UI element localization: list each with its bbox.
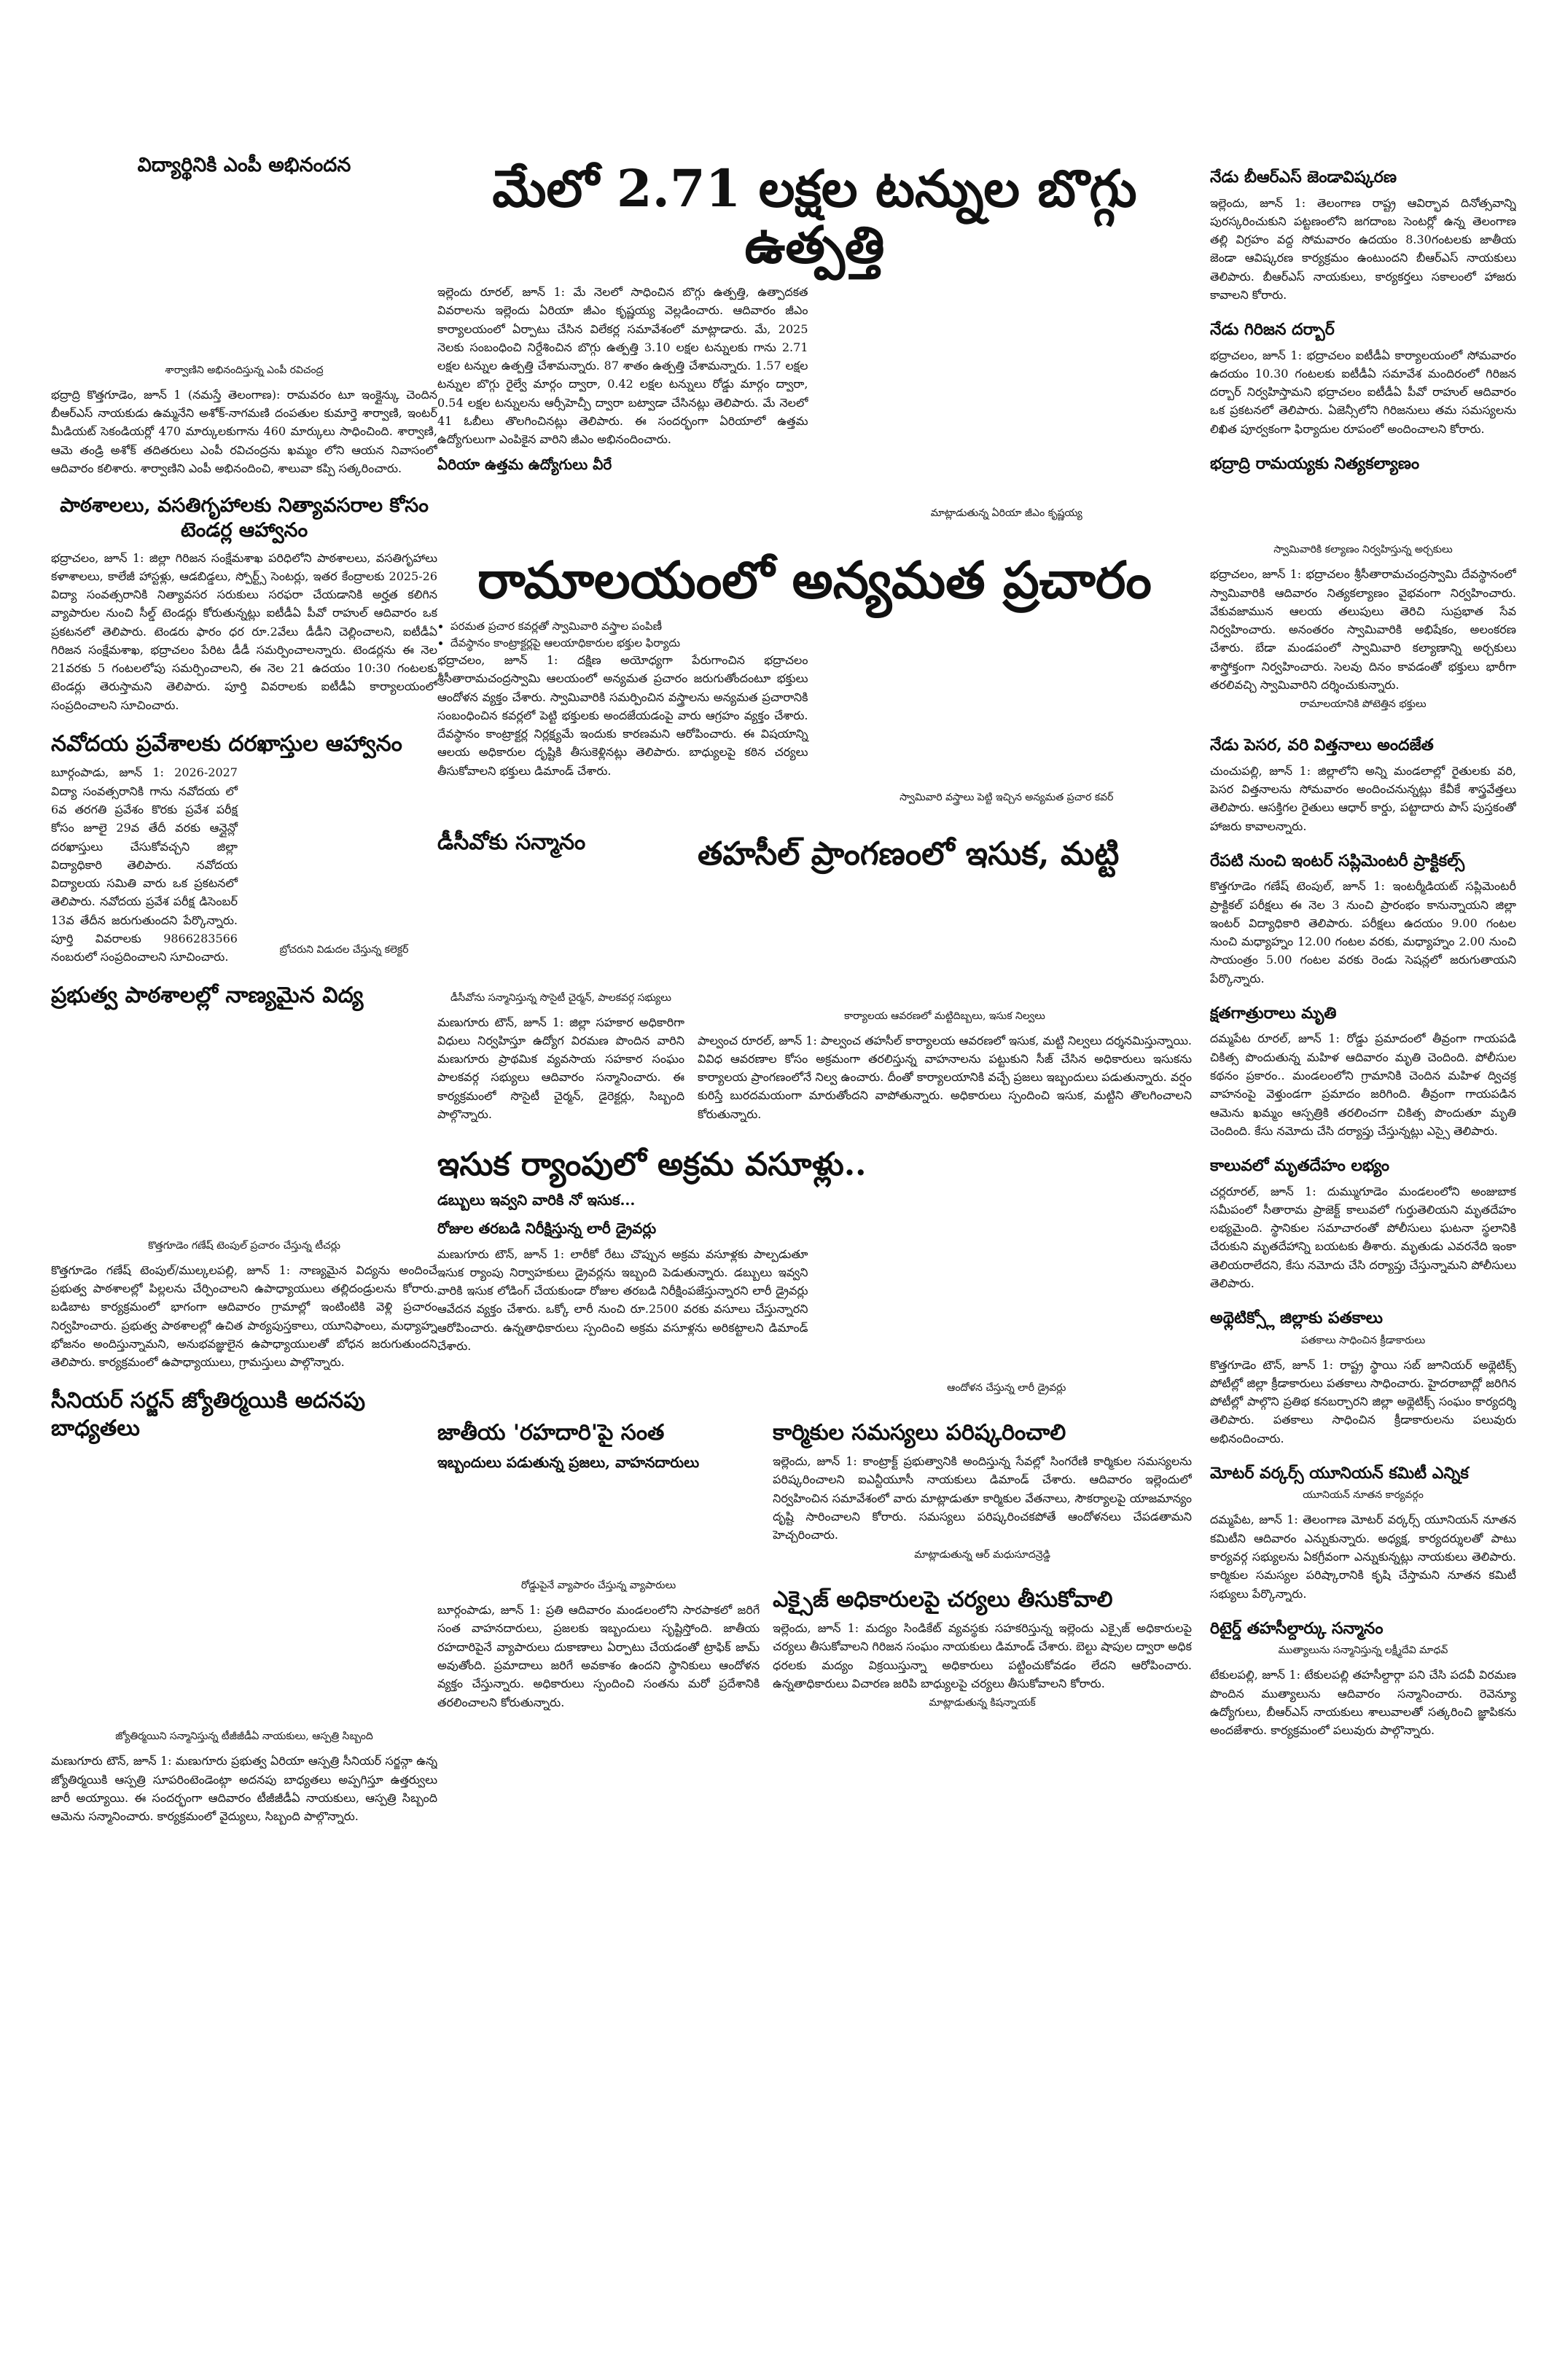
story-headline: పాఠశాలలు, వసతిగృహాలకు నిత్యావసరాల కోసం టెండర్ల ఆహ్వానం [60, 494, 429, 542]
story-navodaya [51, 730, 437, 966]
photo-caption: మాట్లాడుతున్న ఆర్ మధుసూదన్రెడ్డి [914, 1548, 1050, 1561]
story-dco [437, 829, 684, 1123]
photo [51, 1448, 437, 1726]
photo-caption: పతకాలు సాధించిన క్రీడాకారులు [1300, 1334, 1426, 1346]
photo [822, 283, 1193, 503]
story-mp-congrats [51, 153, 437, 477]
story-body: మణుగూరు టౌన్, జూన్ 1: మణుగూరు ప్రభుత్వ ఏరియా ఆస్పత్రి సీనియర్ సర్జన్గా ఉన్న జ్యోతిర్మయికి ఆస్పత్రి సూపరింటెండెంట్గా అదనపు బాధ్యతలు అప్పగిస్తూ ఉత్తర్వులు జారీ అయ్యాయి. ఈ సందర్భంగా ఆదివారం టీజీజీడీఏ నాయకులు, ఆస్పత్రి సిబ్బంది ఆమెను సన్మానించారు. కార్యక్రమంలో వైద్యులు, సిబ్బంది పాల్గొన్నారు. [51, 1754, 437, 1824]
story-body: కొత్తగూడెం గణేష్ టెంపుల్/ముల్కలపల్లి, జూన్ 1: నాణ్యమైన విద్యను అందించే ప్రభుత్వ పాఠశాలల్లో పిల్లలను చేర్పించాలని ఉపాధ్యాయులు తల్లిదండ్రులను కోరారు. బడిబాట కార్యక్రమంలో భాగంగా ఆదివారం గ్రామాల్లో ఇంటింటికి వెళ్లి ప్రచారం నిర్వహించారు. ప్రభుత్వ పాఠశాలల్లో ఉచిత పాఠ్యపుస్తకాలు, యూనిఫాంలు, మధ్యాహ్న భోజనం అందిస్తున్నామని, అనుభవజ్ఞులైన ఉపాధ్యాయులతో బోధన జరుగుతుందని తెలిపారు. కార్యక్రమంలో ఉపాధ్యాయులు, గ్రామస్తులు పాల్గొన్నారు. [51, 1263, 437, 1370]
photo-caption: శార్వాణిని అభినందిస్తున్న ఎంపీ రవిచంద్ర [165, 364, 324, 376]
story-inter-practicals [1210, 851, 1516, 988]
bullet: • దేవస్థానం కాంట్రాక్టర్లపై ఆలయాధికారుల భక్తుల ఫిర్యాదు [450, 635, 808, 652]
story-headline: జాతీయ 'రహదారి'పై సంత [437, 1419, 665, 1445]
center-bottom-row [437, 1419, 1192, 1734]
photo [251, 763, 437, 940]
photo-caption: జ్యోతిర్మయిని సన్మానిస్తున్న టీజీజీడీఏ నాయకులు, ఆస్పత్రి సిబ్బంది [115, 1731, 373, 1743]
center-row [437, 829, 1192, 1139]
story-excise [773, 1586, 1192, 1719]
photo [822, 618, 1193, 787]
story-headline: నేడు పెసర, వరి విత్తనాలు అందజేత [1210, 736, 1434, 755]
story-body: ఇల్లెందు, జూన్ 1: మద్యం సిండికేట్ వ్యవస్థకు సహకరిస్తున్న ఇల్లెందు ఎక్సైజ్ అధికారులపై చర్యలు తీసుకోవాలని గిరిజన సంఘం నాయకులు డిమాండ్ చేశారు. బెల్టు షాపుల ద్వారా అధిక ధరలకు మద్యం విక్రయిస్తున్నా అధికారులు పట్టించుకోవడం లేదని ఆరోపించారు. ఉన్నతాధికారులు విచారణ జరిపి బాధ్యులపై చర్యలు తీసుకోవాలని కోరారు. [773, 1621, 1192, 1690]
story-tenders [51, 493, 437, 714]
story-body: దమ్మపేట, జూన్ 1: తెలంగాణ మోటర్ వర్కర్స్ యూనియన్ నూతన కమిటీని ఆదివారం ఎన్నుకున్నారు. అధ్యక్ష, కార్యదర్శులతో పాటు కార్యవర్గ సభ్యులను ఏకగ్రీవంగా ఎన్నుకున్నట్లు నాయకులు తెలిపారు. కార్మికుల సమస్యల పరిష్కారానికి కృషి చేస్తామని నూతన కమిటీ సభ్యులు పేర్కొన్నారు. [1210, 1513, 1516, 1601]
story-headline: క్షతగాత్రురాలు మృతి [1210, 1003, 1337, 1023]
story-body: ఇల్లెందు రూరల్, జూన్ 1: మే నెలలో సాధించిన బొగ్గు ఉత్పత్తి, ఉత్పాదకత వివరాలను ఇల్లెందు ఏరియా జీఎం కృష్ణయ్య వెల్లడించారు. ఆదివారం జీఎం కార్యాలయంలో ఏర్పాటు చేసిన విలేకర్ల సమావేశంలో మాట్లాడారు. మే, 2025 నెలకు సంబంధించి నిర్దేశించిన బొగ్గు ఉత్పత్తి 3.10 లక్షల టన్నులకు గాను 2.71 లక్షల టన్నుల ఉత్పత్తి చేశామన్నారు. 87 శాతం ఉత్పత్తి చేశామన్నారు. 1.57 లక్షల టన్నుల బొగ్గు రైల్వే మార్గం ద్వారా, 0.42 లక్షల టన్నులు రోడ్డు మార్గం ద్వారా, 0.54 లక్షల టన్నులను ఆర్సీహెచ్పీ ద్వారా బట్వాడా చేసినట్లు తెలిపారు. మే నెలలో 41 ఓబీలు తొలగించినట్లు తెలిపారు. ఈ సందర్భంగా ఏరియాలో ఉత్తమ ఉద్యోగులుగా ఎంపికైన వారిని జీఎం అభినందించారు. [437, 285, 808, 447]
bullet: • పరమత ప్రచార కవర్లతో స్వామివారి వస్త్రాల పంపిణీ [450, 618, 808, 635]
story-headline: రామాలయంలో అన్యమత ప్రచారం [477, 550, 1152, 610]
story-body: భద్రాచలం, జూన్ 1: భద్రాచలం శ్రీసీతారామచంద్రస్వామి దేవస్థానంలో స్వామివారికి ఆదివారం నిత్యకల్యాణం వైభవంగా నిర్వహించారు. వేకువజామున ఆలయ తలుపులు తెరిచి సుప్రభాత సేవ నిర్వహించారు. అనంతరం స్వామివారికి అభిషేకం, అలంకరణ చేశారు. బేడా మండపంలో స్వామివారి కల్యాణాన్ని అర్చకులు శాస్త్రోక్తంగా నిర్వహించారు. సెలవు దినం కావడంతో భక్తులు భారీగా తరలివచ్చి స్వామివారిని దర్శించుకున్నారు. [1210, 567, 1516, 692]
story-headline: సీనియర్ సర్జన్ జ్యోతిర్మయికి అదనపు బాధ్యతలు [51, 1388, 366, 1441]
photo-caption: మాట్లాడుతున్న ఏరియా జీఎం కృష్ణయ్య [930, 507, 1082, 519]
story-body: మణుగూరు టౌన్, జూన్ 1: లారీకో రేటు చొప్పున అక్రమ వసూళ్లకు పాల్పడుతూ ఇసుక ర్యాంపు నిర్వాహకులు డ్రైవర్లను ఇబ్బంది పెడుతున్నారు. డబ్బులు ఇవ్వని వారికి ఇసుక లోడింగ్ చేయకుండా రోజుల తరబడి నిరీక్షింపజేస్తున్నారని లారీ డ్రైవర్లు ఆవేదన వ్యక్తం చేశారు. ఒక్కో లారీ నుంచి రూ.2500 వరకు వసూలు చేస్తున్నారని ఆరోపించారు. ఉన్నతాధికారులు స్పందించి అక్రమ వసూళ్లను అరికట్టాలని డిమాండ్ చేశారు. [437, 1246, 808, 1354]
story-body: దమ్మపేట రూరల్, జూన్ 1: రోడ్డు ప్రమాదంలో తీవ్రంగా గాయపడి చికిత్స పొందుతున్న మహిళ ఆదివారం మృతి చెందింది. పోలీసుల కథనం ప్రకారం.. మండలంలోని గ్రామానికి చెందిన మహిళ ద్విచక్ర వాహనంపై వెళ్తుండగా ప్రమాదం జరిగింది. తీవ్రంగా గాయపడిన ఆమెను ఖమ్మం ఆస్పత్రికి తరలించగా చికిత్స పొందుతూ మృతి చెందింది. కేసు నమోదు చేసి దర్యాప్తు చేస్తున్నట్లు ఎస్సై తెలిపారు. [1210, 1031, 1516, 1138]
story-subhead: ఇబ్బందులు పడుతున్న ప్రజలు, వాహనదారులు [437, 1454, 700, 1472]
story-body: మణుగూరు టౌన్, జూన్ 1: జిల్లా సహకార అధికారిగా విధులు నిర్వహిస్తూ ఉద్యోగ విరమణ పొందిన వారిని మణుగూరు ప్రాథమిక వ్యవసాయ సహకార సంఘం పాలకవర్గ సభ్యులు ఆదివారం సన్మానించారు. ఈ కార్యక్రమంలో సొసైటీ చైర్మన్, డైరెక్టర్లు, సిబ్బంది పాల్గొన్నారు. [437, 1015, 684, 1121]
story-body: కొత్తగూడెం గణేష్ టెంపుల్, జూన్ 1: ఇంటర్మీడియట్ సప్లిమెంటరీ ప్రాక్టికల్ పరీక్షలు ఈ నెల 3 నుంచి ప్రారంభం కానున్నాయని జిల్లా ఇంటర్ విద్యాధికారి తెలిపారు. పరీక్షలు ఉదయం 9.00 గంటల నుంచి మధ్యాహ్నం 12.00 గంటల వరకు, మధ్యాహ్నం 2.00 నుంచి సాయంత్రం 5.00 గంటల వరకు రెండు సెషన్లలో జరుగుతాయని పేర్కొన్నారు. [1210, 879, 1516, 986]
story-headline: భద్రాద్రి రామయ్యకు నిత్యకల్యాణం [1210, 453, 1420, 473]
story-body: పాల్వంచ రూరల్, జూన్ 1: పాల్వంచ తహసీల్ కార్యాలయ ఆవరణలో ఇసుక, మట్టి నిల్వలు దర్శనమిస్తున్నాయి. వివిధ ఆవరణాల కోసం అక్రమంగా తరలిస్తున్న వాహనాలను పట్టుకుని సీజ్ చేసిన అధికారులు ఇసుకను కార్యాలయ ప్రాంగణంలోనే నిల్వ ఉంచారు. దీంతో కార్యాలయానికి వచ్చే ప్రజలు ఇబ్బందులు పడుతున్నారు. వర్షం కురిస్తే బురదమయంగా మారుతోందని వాపోతున్నారు. అధికారులు స్పందించి ఇసుక, మట్టిని తొలగించాలని కోరుతున్నారు. [698, 1033, 1192, 1121]
story-body: భద్రాచలం, జూన్ 1: దక్షిణ అయోధ్యగా పేరుగాంచిన భద్రాచలం శ్రీసీతారామచంద్రస్వామి ఆలయంలో అన్యమత ప్రచారం జరుగుతోందంటూ భక్తులు ఆందోళన వ్యక్తం చేశారు. స్వామివారికి సమర్పించిన వస్త్రాలను అన్యమత ప్రచారానికి సంబంధించిన కవర్లలో పెట్టి భక్తులకు అందజేయడంపై వారు ఆగ్రహం వ్యక్తం చేశారు. దేవస్థానం కాంట్రాక్టర్ల నిర్లక్ష్యమే ఇందుకు కారణమని ఆరోపించారు. ఈ విషయాన్ని ఆలయ అధికారుల దృష్టికి తీసుకెళ్లినట్లు తెలిపారు. బాధ్యులపై కఠిన చర్యలు తీసుకోవాలని భక్తులు డిమాండ్ చేశారు. [437, 653, 808, 778]
story-headline: తహసీల్ ప్రాంగణంలో ఇసుక, మట్టి [698, 835, 1120, 873]
story-body: చర్లరూరల్, జూన్ 1: దుమ్ముగూడెం మండలంలోని అంజుబాక సమీపంలో సీతారామ ప్రాజెక్ట్ కాలువలో గుర్తుతెలియని మృతదేహం లభ్యమైంది. స్థానికుల సమాచారంతో పోలీసులు ఘటనా స్థలానికి చేరుకుని మృతదేహాన్ని బయటకు తీశారు. మృతుడు ఎవరనేది ఇంకా తెలియరాలేదని, కేసు నమోదు చేసి దర్యాప్తు చేస్తున్నామని పోలీసులు తెలిపారు. [1210, 1184, 1516, 1290]
right-column [1210, 44, 1516, 1755]
story-headline: నవోదయ ప్రవేశాలకు దరఖాస్తుల ఆహ్వానం [51, 730, 402, 757]
photo-caption: కొత్తగూడెం గణేష్ టెంపుల్ ప్రచారం చేస్తున్న టీచర్లు [148, 1239, 340, 1252]
photo-caption: స్వామివారి వస్త్రాలు పెట్టి ఇచ్చిన అన్యమత ప్రచార కవర్ [900, 792, 1114, 803]
story-headline: ప్రభుత్వ పాఠశాలల్లో నాణ్యమైన విద్య [51, 983, 364, 1009]
story-body: చుంచుపల్లి, జూన్ 1: జిల్లాలోని అన్ని మండలాల్లో రైతులకు వరి, పెసర విత్తనాలను సోమవారం అందించనున్నట్లు కేవీకే శాస్త్రవేత్తలు తెలిపారు. ఆసక్తిగల రైతులు ఆధార్ కార్డు, పట్టాదారు పాస్ పుస్తకంతో హాజరు కావాలన్నారు. [1210, 763, 1516, 833]
story-body: కొత్తగూడెం టౌన్, జూన్ 1: రాష్ట్ర స్థాయి సబ్ జూనియర్ అథ్లెటిక్స్ పోటీల్లో జిల్లా క్రీడాకారులు పతకాలు సాధించారు. హైదరాబాద్లో జరిగిన పోటీల్లో పాల్గొని ప్రతిభ కనబర్చారని జిల్లా అథ్లెటిక్స్ సంఘం కార్యదర్శి తెలిపారు. పతకాలు సాధించిన క్రీడాకారులను పలువురు అభినందించారు. [1210, 1357, 1516, 1445]
story-body: భద్రాద్రి కొత్తగూడెం, జూన్ 1 (నమస్తే తెలంగాణ): రామవరం టూ ఇంక్లైన్కు చెందిన బీఆర్ఎస్ నాయకుడు ఉమ్మనేని అశోక్-నాగమణి దంపతుల కుమార్తె శార్వాణి, ఇంటర్ మీడియట్ సెకండియర్లో 470 మార్కులకుగాను 460 మార్కులు సాధించింది. శార్వాణి, ఆమె తండ్రి అశోక్ తదితరులు ఎంపీ రవిచంద్రను ఖమ్మం లోని ఆయన నివాసంలో ఆదివారం కలిశారు. శార్వాణిని ఎంపీ అభినందించి, శాలువా కప్పి సత్కరించారు. [51, 387, 437, 475]
center-column [437, 44, 1192, 1734]
story-headline: నేడు బీఆర్ఎస్ జెండావిష్కరణ [1210, 168, 1397, 187]
story-subhead: డబ్బులు ఇవ్వని వారికి నో ఇసుక... [437, 1190, 636, 1209]
photo-caption: డీసీవోను సన్మానిస్తున్న సొసైటీ చైర్మన్, పాలకవర్గ సభ్యులు [450, 991, 671, 1004]
story-headline: కార్మికుల సమస్యలు పరిష్కరించాలి [773, 1419, 1066, 1445]
photo [51, 184, 437, 360]
story-injured-death [1210, 1004, 1516, 1140]
story-rahadari [437, 1419, 760, 1718]
lead-headline: మేలో 2.71 లక్షల టన్నుల బొగ్గు ఉత్పత్తి [492, 158, 1137, 275]
story-headline: విద్యార్థినికి ఎంపీ అభినందన [137, 154, 351, 176]
photo-caption: రోడ్డుపైనే వ్యాపారం చేస్తున్న వ్యాపారులు [520, 1580, 676, 1592]
story-karmikulu [773, 1419, 1192, 1570]
photo-caption: ఆందోళన చేస్తున్న లారీ డ్రైవర్లు [947, 1381, 1066, 1394]
story-coal-production [437, 44, 1192, 528]
photo [437, 1479, 760, 1575]
story-govt-schools [51, 982, 437, 1371]
story-subhead: ఏరియా ఉత్తమ ఉద్యోగులు వీరే [437, 456, 612, 474]
story-headline: నేడు గిరిజన దర్బార్ [1210, 320, 1335, 340]
story-headline: డీసీవోకు సన్మానం [437, 830, 586, 855]
story-bullets [437, 618, 808, 651]
story-nityakalyanam [1210, 454, 1516, 719]
center-bottom-right [773, 1419, 1192, 1734]
story-isuka [698, 829, 1192, 1123]
story-body: టేకులపల్లి, జూన్ 1: టేకులపల్లి తహసీల్దార్గా పని చేసి పదవీ విరమణ పొందిన ముత్యాలును ఆదివారం సన్మానించారు. రెవెన్యూ ఉద్యోగులు, బీఆర్ఎస్ నాయకులు శాలువాలతో సత్కరించి జ్ఞాపికను అందజేశారు. కార్యక్రమంలో పలువురు పాల్గొన్నారు. [1210, 1668, 1516, 1738]
story-headline: ఇసుక ర్యాంపులో అక్రమ వసూళ్లు.. [437, 1146, 867, 1184]
story-body: ఇల్లెందు, జూన్ 1: కాంట్రాక్ట్ ప్రభుత్వానికి అందిస్తున్న సేవల్లో సింగరేణి కార్మికుల సమస్యలను పరిష్కరించాలని ఐఎన్టీయూసీ నాయకులు డిమాండ్ చేశారు. ఆదివారం ఇల్లెందులో నిర్వహించిన సమావేశంలో వారు మాట్లాడుతూ కార్మికుల వేతనాలు, సౌకర్యాలపై యాజమాన్యం దృష్టి సారించాలని కోరారు. సమస్యలు పరిష్కరించకపోతే ఆందోళనలు చేపడతామని హెచ్చరించారు. [773, 1454, 1192, 1542]
story-sand-ramp [437, 1139, 1192, 1403]
photo-caption: యూనియన్ నూతన కార్యవర్గం [1303, 1489, 1424, 1502]
story-headline: అథ్లెటిక్స్లో జిల్లాకు పతకాలు [1210, 1308, 1384, 1328]
story-retired-tahsildar [1210, 1619, 1516, 1740]
story-body: భద్రాచలం, జూన్ 1: భద్రాచలం ఐటీడీఏ కార్యాలయంలో సోమవారం ఉదయం 10.30 గంటలకు ఐటీడీఏ సమావేశ మందిరంలో గిరిజన దర్బార్ నిర్వహిస్తామని భద్రాచలం ఐటీడీఏ పీవో రాహుల్ ఆదివారం ఒక ప్రకటనలో తెలిపారు. ఏజెన్సీలోని గిరిజనులు తమ సమస్యలను లిఖిత పూర్వకంగా ఫిర్యాదుల రూపంలో అందించాలని కోరారు. [1210, 348, 1516, 436]
story-body: బూర్గంపాడు, జూన్ 1: 2026-2027 విద్యా సంవత్సరానికి గాను నవోదయ లో 6వ తరగతి ప్రవేశం కొరకు ప్రవేశ పరీక్ష కోసం జూలై 29వ తేదీ వరకు ఆన్లైన్లో దరఖాస్తులు చేసుకోవచ్చని జిల్లా విద్యాధికారి తెలిపారు. నవోదయ విద్యాలయ సమితి వారు ఒక ప్రకటనలో తెలిపారు. నవోదయ ప్రవేశ పరీక్ష డిసెంబర్ 13వ తేదీన జరుగుతుందని పేర్కొన్నారు. పూర్తి వివరాలకు 9866283566 నంబరులో సంప్రదించాలని సూచించారు. [51, 765, 238, 964]
story-seeds [1210, 736, 1516, 835]
story-subhead: రోజుల తరబడి నిరీక్షిస్తున్న లారీ డ్రైవర్లు [437, 1219, 657, 1237]
story-senior-surgeon [51, 1387, 437, 1825]
story-headline: మోటర్ వర్కర్స్ యూనియన్ కమిటీ ఎన్నిక [1210, 1463, 1469, 1483]
story-canal-body [1210, 1156, 1516, 1292]
story-body: ఇల్లెందు, జూన్ 1: తెలంగాణ రాష్ట్ర ఆవిర్భావ దినోత్సవాన్ని పురస్కరించుకుని పట్టణంలోని జగదాంబ సెంటర్లో ఉన్న తెలంగాణ తల్లి విగ్రహం వద్ద సోమవారం ఉదయం 8.30గంటలకు జాతీయ జెండా ఆవిష్కరణ కార్యక్రమం ఉంటుందని బీఆర్ఎస్ నాయకులు తెలిపారు. బీఆర్ఎస్ నాయకులు, కార్యకర్తలు సకాలంలో హాజరు కావాలని కోరారు. [1210, 195, 1516, 302]
photo-caption: బ్రోచరుని విడుదల చేస్తున్న కలెక్టర్ [279, 944, 409, 956]
story-headline: కాలువలో మృతదేహం లభ్యం [1210, 1156, 1389, 1176]
photo [822, 1245, 1193, 1378]
photo-caption: మాట్లాడుతున్న కిషన్నాయక్ [929, 1697, 1036, 1709]
story-brs-flag [1210, 168, 1516, 304]
photo-caption: రామాలయానికి పోటెత్తిన భక్తులు [1300, 698, 1427, 711]
photo-caption: స్వామివారికి కల్యాణం నిర్వహిస్తున్న అర్చకులు [1273, 544, 1453, 556]
left-column [51, 44, 437, 1842]
photo-caption: ముత్యాలును సన్మానిస్తున్న లక్ష్మీదేవి మాధవ్ [1278, 1644, 1448, 1657]
story-girijana-darbar [1210, 320, 1516, 438]
story-body: బూర్గంపాడు, జూన్ 1: ప్రతి ఆదివారం మండలంలోని సారపాకలో జరిగే సంత వాహనదారులు, ప్రజలకు ఇబ్బందులు సృష్టిస్తోంది. జాతీయ రహదారిపైనే వ్యాపారులు దుకాణాలు ఏర్పాటు చేయడంతో ట్రాఫిక్ జామ్ అవుతోంది. ప్రమాదాలు జరిగే అవకాశం ఉందని స్థానికులు ఆందోళన వ్యక్తం చేస్తున్నారు. అధికారులు స్పందించి సంతను మరో ప్రదేశానికి తరలించాలని కోరుతున్నారు. [437, 1603, 760, 1709]
story-body: భద్రాచలం, జూన్ 1: జిల్లా గిరిజన సంక్షేమశాఖ పరిధిలోని పాఠశాలలు, వసతిగృహాలు కళాశాలలు, కాలేజీ హాస్టళ్లు, ఆడబిడ్డలు, స్పోర్ట్స్ సెంటర్లు, ఇతర కేంద్రాలకు 2025-26 విద్యా సంవత్సరానికి నిత్యావసర సరుకులు సరఫరా చేయడానికి అర్హత కలిగిన వ్యాపారుల నుంచి సీల్డ్ టెండర్లు కోరుతున్నట్లు ఐటీడీఏ పీవో రాహుల్ ఆదివారం ఒక ప్రకటనలో తెలిపారు. టెండరు ఫారం ధర రూ.2వేలు డీడీని చెల్లించాలని, ఐటీడీఏ గిరిజన సంక్షేమశాఖ, భద్రాచలం పేరిట డీడీ సమర్పించాలన్నారు. టెండర్లను ఈ నెల 21వరకు 5 గంటలలోపు సమర్పించాలని, ఈ నెల 21 ఉదయం 10:30 గంటలకు టెండర్లు తెరుస్తామని తెలిపారు. పూర్తి వివరాలకు ఐటీడీఏ కార్యాలయంలో సంప్రదించాలని సూచించారు. [51, 550, 437, 712]
story-headline: ఎక్సైజ్ అధికారులపై చర్యలు తీసుకోవాలి [773, 1586, 1113, 1612]
story-motor-workers [1210, 1464, 1516, 1603]
photo [1210, 480, 1516, 539]
story-headline: రిటైర్డ్ తహసీల్దార్కు సన్మానం [1210, 1618, 1384, 1638]
photo [51, 1015, 437, 1236]
story-headline: రేపటి నుంచి ఇంటర్ సప్లిమెంటరీ ప్రాక్టికల్స్ [1210, 851, 1465, 870]
story-athletics [1210, 1308, 1516, 1448]
story-ramalayam [437, 545, 1192, 813]
photo [698, 881, 1192, 1006]
photo [437, 862, 684, 988]
photo-caption: కార్యాలయ ఆవరణలో మట్టిదిబ్బలు, ఇసుక నిల్వలు [844, 1010, 1045, 1022]
